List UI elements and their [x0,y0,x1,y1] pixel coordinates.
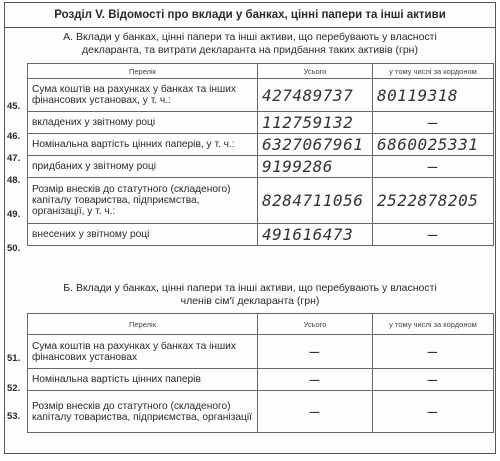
row-total: — [258,369,373,391]
row-total: 6327067961 [258,134,373,156]
section-title: Розділ V. Відомості про вклади у банках, цінні папери та інші активи [5,3,495,28]
row-total: — [258,335,373,369]
part-b-title [5,279,495,310]
row-total: 112759132 [258,112,373,134]
table-row [28,369,494,391]
table-row [28,335,494,369]
part-b-title-line2: членів сім'ї декларанта (грн) [180,295,320,307]
part-b-title-line1: Б. Вклади у банках, цінні папери та інші активи, що перебувають у власності [63,282,437,294]
row-label: Сума коштів на рахунках у банках та інших фінансових установах [28,335,258,369]
table-row [28,112,494,134]
row-label: Розмір внесків до статутного (складеного) капіталу товариства, підприємства, організації, у т. ч.: [28,178,258,224]
header-total: Усього [258,314,373,335]
table-row [28,156,494,178]
declaration-section [4,2,496,454]
row-number: 48. [7,175,21,186]
header-list: Перелік [28,314,258,335]
row-total: — [258,391,373,433]
row-label: Номінальна вартість цінних паперів, у т. ч.: [28,134,258,156]
row-total: 8284711056 [258,178,373,224]
row-abroad: — [373,112,494,134]
row-abroad: — [373,369,494,391]
table-header-row [28,314,494,335]
part-a-title-line1: А. Вклади у банках, цінні папери та інші активи, що перебувають у власності [63,31,437,43]
table-row [28,134,494,156]
table-header-row [28,64,494,79]
header-abroad: у тому числі за кордоном [373,64,494,79]
row-abroad: — [373,335,494,369]
row-abroad: — [373,224,494,246]
row-label: Сума коштів на рахунках у банках та інших фінансових установах, у т. ч.: [28,79,258,112]
row-abroad: 80119318 [373,79,494,112]
header-abroad: у тому числі за кордоном [373,314,494,335]
header-total: Усього [258,64,373,79]
row-label: вкладених у звітному році [28,112,258,134]
row-number: 50. [7,243,21,254]
row-total: 9199286 [258,156,373,178]
row-abroad: 6860025331 [373,134,494,156]
header-list: Перелік [28,64,258,79]
row-abroad: — [373,156,494,178]
row-abroad: — [373,391,494,433]
row-total: 427489737 [258,79,373,112]
part-a-title-line2: декларанта, та витрати декларанта на придбання таких активів (грн) [82,44,418,56]
row-number: 53. [7,411,21,422]
part-b-table [27,313,494,433]
row-number: 52. [7,383,21,394]
row-number: 49. [7,209,21,220]
table-row [28,79,494,112]
table-row [28,391,494,433]
row-number: 46. [7,131,21,142]
row-abroad: 2522878205 [373,178,494,224]
row-label: внесених у звітному році [28,224,258,246]
table-row [28,178,494,224]
row-label: Розмір внесків до статутного (складеного) капіталу товариства, підприємства, організації [28,391,258,433]
row-number: 45. [7,101,21,112]
part-a-table [27,63,494,246]
row-total: 491616473 [258,224,373,246]
row-label: Номінальна вартість цінних паперів [28,369,258,391]
row-number: 47. [7,153,21,164]
row-label: придбаних у звітному році [28,156,258,178]
row-number: 51. [7,353,21,364]
part-a-title [5,28,495,59]
table-row [28,224,494,246]
